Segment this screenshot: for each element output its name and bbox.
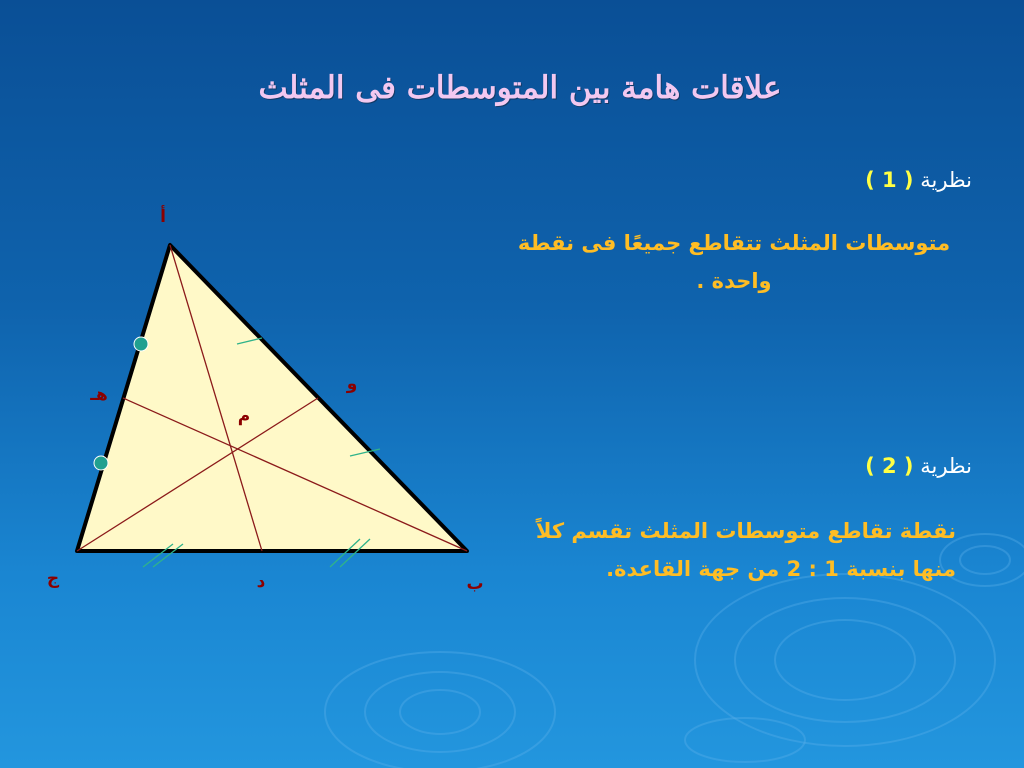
triangle-abc	[77, 245, 467, 551]
label-midpoint-w: و	[346, 374, 358, 394]
theorem-2-line-1: نقطة تقاطع متوسطات المثلث تقسم كلاً	[535, 519, 956, 543]
marker-dot-lower	[94, 456, 108, 470]
label-centroid-m: م	[237, 406, 251, 426]
theorem-1-label: نظرية	[920, 168, 972, 192]
label-midpoint-h: هـ	[90, 385, 108, 405]
label-vertex-c: ج	[46, 569, 60, 589]
theorem-2-number: ( 2 )	[865, 454, 914, 478]
label-vertex-a: أ	[160, 207, 166, 227]
theorem-2-line-2: منها بنسبة 1 : 2 من جهة القاعدة.	[606, 557, 956, 581]
label-vertex-b: ب	[466, 574, 484, 594]
label-midpoint-d: د	[256, 572, 266, 592]
theorem-2-label: نظرية	[920, 454, 972, 478]
marker-dot-upper	[134, 337, 148, 351]
theorem-1-line-1: متوسطات المثلث تتقاطع جميعًا فى نقطة	[517, 231, 951, 255]
theorem-1-number: ( 1 )	[865, 168, 914, 192]
theorem-1-line-2: واحدة .	[696, 269, 772, 293]
slide-title: علاقات هامة بين المتوسطات فى المثلث	[258, 70, 782, 106]
